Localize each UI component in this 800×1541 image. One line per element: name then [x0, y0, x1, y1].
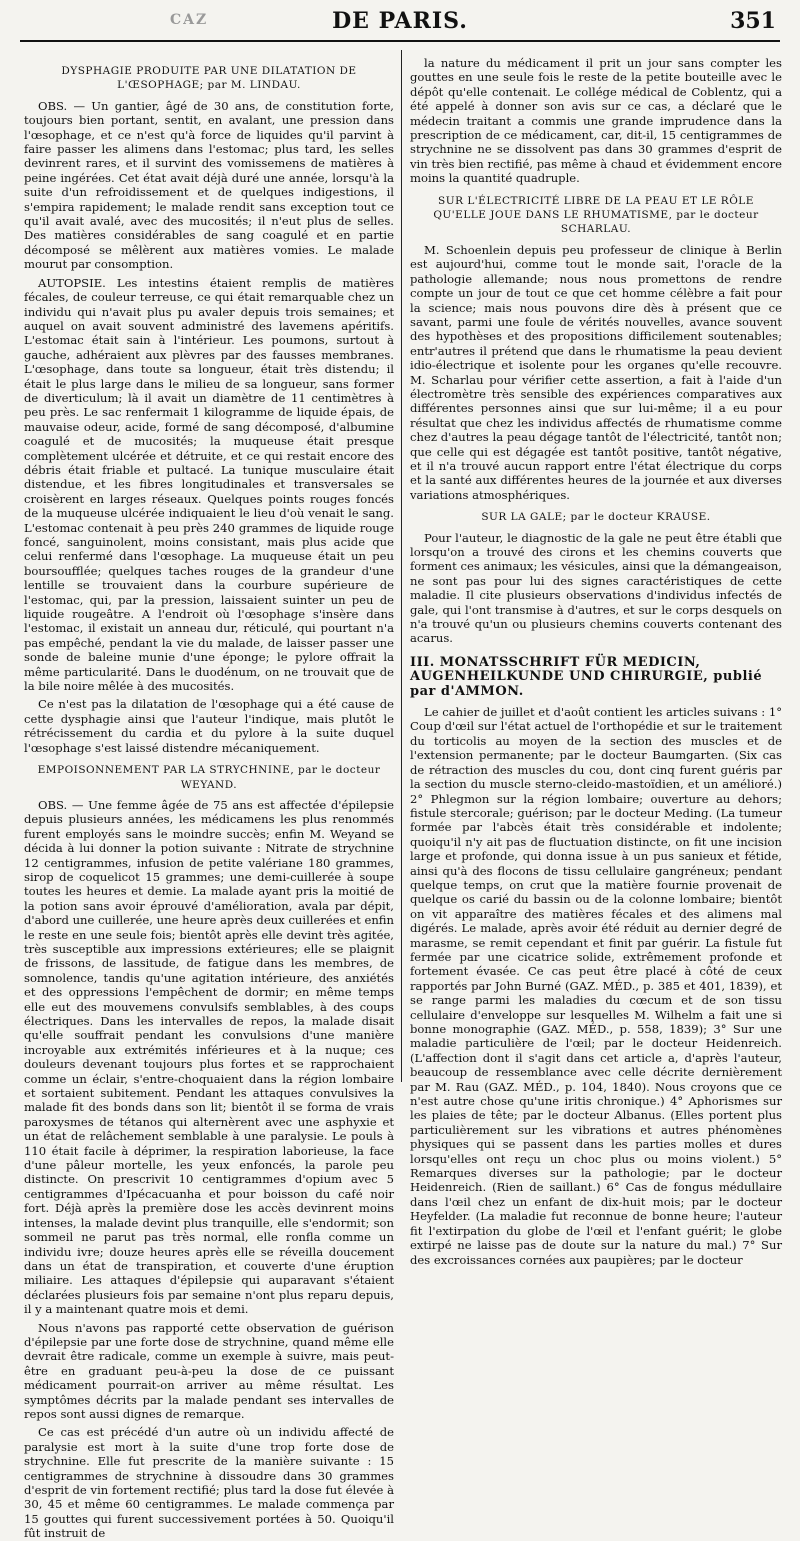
paragraph: Ce n'est pas la dilatation de l'œsophage qui a été cause de cette dysphagie ainsi que l'auteur l'indique, mais plutôt le rétrécissement du cardia et du pylore à la suite duquel l'œsophage s'est laissé distendre mécaniquement.: [24, 697, 394, 755]
section-title: EMPOISONNEMENT PAR LA STRYCHNINE, par le docteur WEYAND.: [37, 764, 381, 791]
paragraph: Le cahier de juillet et d'août contient les articles suivans : 1° Coup d'œil sur l'état actuel de l'orthopédie et sur le traitement du torticolis au moyen de la section des muscles et de l'extension permanente; par le docteur Baumgarten. (Six cas de rétraction des muscles du cou, dont cinq furent guéris par la section du muscle sterno-cleido-mastoïdien, et un amélioré.) 2° Phlegmon sur la région lombaire; ouverture au dehors; fistule stercorale; guérison; par le docteur Meding. (La tumeur formée par l'abcès était très considérable et indolente; quoiqu'il n'y ait pas de fluctuation distincte, on fit une incision large et profonde, qui donna issue à un pus sanieux et fétide, ainsi qu'à des flocons de tissu cellulaire gangréneux; pendant quelque temps, on crut que la matière fournie provenait de quelque os carié du bassin ou de la colonne lombaire; bientôt on vit apparaître des matières fécales et des alimens mal digérés. Le malade, après avoir été réduit au dernier degré de marasme, se remit cependant et finit par guérir. La fistule fut fermée par une cicatrice solide, extrêmement profonde et fortement évasée. Ce cas peut être placé à côté de ceux rapportés par John Burné (GAZ. MÉD., p. 385 et 401, 1839), et se range parmi les maladies du cœcum et de son tissu cellulaire d'enveloppe sur lesquelles M. Wilhelm a fait une si bonne monographie (GAZ. MÉD., p. 558, 1839); 3° Sur une maladie particulière de l'œil; par le docteur Heidenreich. (L'affection dont il s'agit dans cet article a, d'après l'auteur, beaucoup de ressemblance avec celle décrite dernièrement par M. Rau (GAZ. MÉD., p. 104, 1840). Nous croyons que ce n'est autre chose qu'une iritis chronique.) 4° Aphorismes sur les plaies de tête; par le docteur Albanus. (Elles portent plus particulièrement sur les vibrations et autres phénomènes physiques qui se passent dans les parties molles et dures lorsqu'elles ont reçu un choc plus ou moins violent.) 5° Remarques diverses sur la pathologie; par le docteur Heidenreich. (Rien de saillant.) 6° Cas de fongus médullaire dans l'œil chez un enfant de dix-huit mois; par le docteur Heyfelder. (La maladie fut reconnue de bonne heure; l'auteur fit l'extirpation du globe de l'œil et l'enfant guérit; le globe extirpé ne laisse pas de doute sur la nature du mal.) 7° Sur des excroissances cornées aux paupières; par le docteur: [410, 705, 782, 1267]
paragraph: OBS. — Une femme âgée de 75 ans est affectée d'épilepsie depuis plusieurs années, les médicamens les plus renommés furent employés sans le moindre succès; enfin M. Weyand se décida à lui donner la potion suivante : Nitrate de strychnine 12 centigrammes, infusion de petite valériane 180 grammes, sirop de coquelicot 15 grammes; une demi-cuillerée à soupe toutes les heures et demie. La malade ayant pris la moitié de la potion sans avoir éprouvé d'amélioration, avala par dépit, d'abord une cuillerée, une heure après deux cuillerées et enfin le reste en une seule fois; bientôt après elle devint très agitée, très susceptible aux impressions extérieures; elle se plaignit de frissons, de lassitude, de fatigue dans les membres, de somnolence, tandis qu'une agitation intérieure, des anxiétés et des oppressions l'empêchent de dormir; en même temps elle eut des mouvemens convulsifs semblables, à des coups électriques. Dans les intervalles de repos, la malade disait qu'elle souffrait pendant les convulsions d'une manière incroyable aux extrémités inférieures et à la nuque; ces douleurs devenant toujours plus fortes et se rapprochaient comme un éclair, s'entre-choquaient dans la région lombaire et sortaient subitement. Pendant les attaques convulsives la malade fit des bonds dans son lit; bientôt il se forma de vrais paroxysmes de tétanos qui alternèrent avec une asphyxie et un état de relâchement semblable à une paralysie. Le pouls à 110 était facile à déprimer, la respiration laborieuse, la face d'une pâleur mortelle, les yeux enfoncés, la parole peu distincte. On prescrivit 10 centigrammes d'opium avec 5 centigrammes d'Ipécacuanha et pour boisson du café noir fort. Déjà après la première dose les accès devinrent moins intenses, la malade devint plus tranquille, elle s'endormit; son sommeil ne parut pas très normal, elle ronfla comme un individu ivre; douze heures après elle se réveilla doucement dans un état de transpiration, et couverte d'une éruption miliaire. Les attaques d'épilepsie qui auparavant s'étaient déclarées plusieurs fois par semaine n'ont plus reparu depuis, il y a maintenant quatre mois et demi.: [24, 797, 394, 1317]
paragraph: OBS. — Un gantier, âgé de 30 ans, de constitution forte, toujours bien portant, sentit, en avalant, une pression dans l'œsophage, et ce n'est qu'à force de liquides qu'il parvint à faire passer les alimens dans l'estomac; plus tard, les selles devinrent rares, et il survint des vomissemens de matières à peine ingérées. Cet état avait déjà duré une année, lorsqu'à la suite d'un refroidissement et de quelques indigestions, il s'empira rapidement; le malade rendit sans exception tout ce qu'il avait avalé, avec des mucosités; il n'eut plus de selles. Des matières considérables de sang coagulé et en partie décomposé se mêlèrent aux matières vomies. Le malade mourut par consomption.: [24, 98, 394, 272]
section-title: SUR L'ÉLECTRICITÉ LIBRE DE LA PEAU ET LE RÔLE QU'ELLE JOUE DANS LE RHUMATISME, par le docteur SCHARLAU.: [433, 194, 759, 236]
paragraph: AUTOPSIE. Les intestins étaient remplis de matières fécales, de couleur terreuse, ce qui était remarquable chez un individu qui n'avait plus pu avaler depuis trois semaines; et auquel on avait souvent administré des lavemens apéritifs. L'estomac était sain à l'intérieur. Les poumons, surtout à gauche, adhéraient aux plèvres par des fausses membranes. L'œsophage, dans toute sa longueur, était très distendu; il était le plus large dans le milieu de sa longueur, sans former de diverticulum; là il avait un diamètre de 11 centimètres à peu près. Le sac renfermait 1 kilogramme de liquide épais, de mauvaise odeur, acide, formé de sang décomposé, d'albumine coagulé et de mucosités; la muqueuse était presque complètement ulcérée et détruite, et ce qui restait encore des débris était friable et pultacé. La tunique musculaire était distendue, et les fibres longitudinales et transversales se croisèrent en larges réseaux. Quelques points rouges foncés de la muqueuse ulcérée indiquaient le lieu d'où venait le sang. L'estomac contenait à peu près 240 grammes de liquide rouge foncé, sanguinolent, moins consistant, mais plus acide que celui renfermé dans l'œsophage. La muqueuse était un peu boursoufflée; quelques taches rouges de la grandeur d'une lentille se trouvaient dans la courbure supérieure de l'estomac, qui, par la pression, laissaient suinter un peu de liquide rougeâtre. A l'endroit où l'œsophage s'insère dans l'estomac, il existait un anneau dur, réticulé, qui pourtant n'a pas empêché, pendant la vie du malade, de laisser passer une sonde de baleine munie d'une éponge; le pylore offrait la même particularité. Dans le duodénum, on ne trouvait que de la bile noire mêlée à des mucosités.: [24, 275, 394, 694]
running-header: [20, 6, 780, 42]
column-divider: [401, 50, 402, 1082]
right-column: [410, 56, 782, 1267]
section-title: SUR LA GALE; par le docteur KRAUSE.: [481, 511, 711, 524]
left-column: [24, 56, 394, 1541]
section-title: DYSPHAGIE PRODUITE PAR UNE DILATATION DE L'ŒSOPHAGE; par M. LINDAU.: [61, 65, 357, 92]
paragraph: Pour l'auteur, le diagnostic de la gale ne peut être établi que lorsqu'on a trouvé des cirons et les chemins couverts que forment ces animaux; les vésicules, ainsi que la démangeaison, ne sont pas pour lui des signes caractéristiques de cette maladie. Il cite plusieurs observations d'individus infectés de gale, qui l'ont transmise à d'autres, et sur le corps desquels on n'a trouvé qu'un ou plusieurs chemins couverts contenant des acarus.: [410, 530, 782, 646]
section-title: III. MONATSSCHRIFT FÜR MEDICIN, AUGENHEILKUNDE UND CHIRURGIE, publié par d'AMMON.: [410, 654, 763, 699]
header-title: DE PARIS.: [332, 8, 468, 34]
paragraph: Nous n'avons pas rapporté cette observation de guérison d'épilepsie par une forte dose de strychnine, quand même elle devrait être radicale, comme un exemple à suivre, mais peut-être en graduant peu-à-peu la dose de ce puissant médicament pourrait-on arriver au même résultat. Les symptômes décrits par la malade pendant ses intervalles de repos sont aussi dignes de remarque.: [24, 1320, 394, 1421]
page-number: 351: [730, 8, 776, 34]
header-left-text: CAZ: [170, 12, 209, 28]
paragraph: la nature du médicament il prit un jour sans compter les gouttes en une seule fois le reste de la petite bouteille avec le dépôt qu'elle contenait. Le collége médical de Coblentz, qui a été appelé à donner son avis sur ce cas, a déclaré que le médecin traitant a commis une grande imprudence dans la prescription de ce médicament, car, dit-il, 15 centigrammes de strychnine ne se dissolvent pas dans 30 grammes d'esprit de vin très bien rectifié, pas même à chaud et évidemment encore moins la quantité quadruple.: [410, 56, 782, 186]
paragraph: M. Schoenlein depuis peu professeur de clinique à Berlin est aujourd'hui, comme tout le monde sait, l'oracle de la pathologie allemande; nous nous promettons de rendre compte un jour de tout ce que cet homme célèbre a fait pour la science; mais nous pouvons dire dès à présent que ce savant, parmi une foule de vérités nouvelles, avance souvent des hypothèses et des propositions difficilement soutenables; entr'autres il prétend que dans le rhumatisme la peau devient idio-électrique et isolente pour les organes qu'elle recouvre. M. Scharlau pour vérifier cette assertion, a fait à l'aide d'un électromètre très sensible des expériences comparatives aux différentes personnes ainsi que sur lui-même; il a eu pour résultat que chez les individus affectés de rhumatisme comme chez d'autres la peau dégage tantôt de l'électricité, tantôt non; que celle qui est dégagée est tantôt positive, tantôt négative, et il n'a trouvé aucun rapport entre l'état électrique du corps et la santé aux différentes heures de la journée et aux diverses variations atmosphériques.: [410, 242, 782, 502]
paragraph: Ce cas est précédé d'un autre où un individu affecté de paralysie est mort à la suite d'une trop forte dose de strychnine. Elle fut prescrite de la manière suivante : 15 centigrammes de strychnine à dissoudre dans 30 grammes d'esprit de vin fortement rectifié; plus tard la dose fut élevée à 30, 45 et même 60 centigrammes. Le malade commença par 15 gouttes qui furent successivement portées à 50. Quoiqu'il fût instruit de: [24, 1425, 394, 1541]
